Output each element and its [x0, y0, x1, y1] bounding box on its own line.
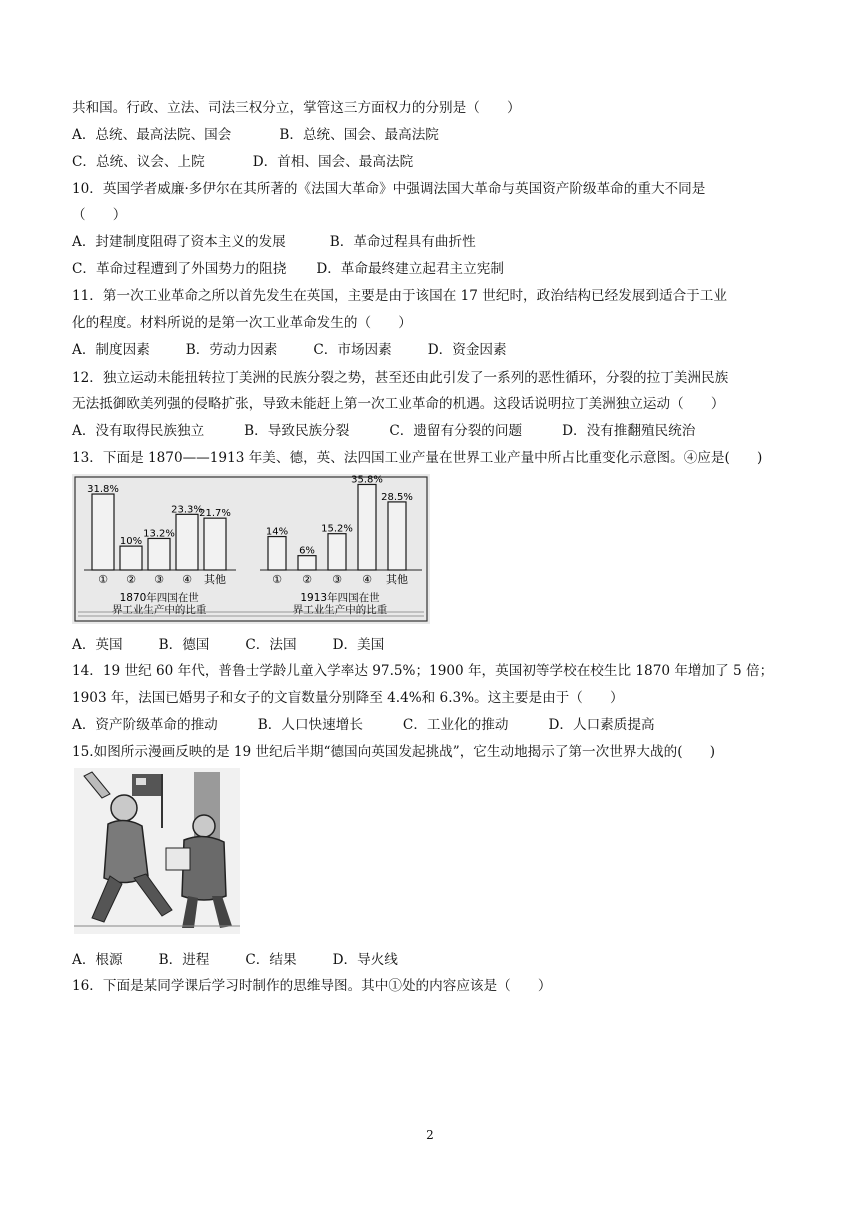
category-label: ②	[302, 573, 312, 586]
cartoon-illustration	[74, 768, 240, 934]
bar-value-label: 6%	[299, 545, 315, 557]
bar-value-label: 21.7%	[199, 508, 231, 520]
q15-option-c: C．结果	[245, 952, 297, 968]
q10-option-c: C．革命过程遭到了外国势力的阻挠	[72, 261, 287, 277]
bar	[204, 518, 226, 570]
q11-options	[72, 340, 507, 360]
q10-stem-cont: （ ）	[72, 207, 127, 223]
bar-value-label: 10%	[119, 536, 143, 548]
q14-options	[72, 715, 655, 735]
q13-option-a: A．英国	[72, 637, 123, 653]
bar-value-label: 13.2%	[143, 528, 175, 540]
q11-option-b: B．劳动力因素	[185, 342, 278, 358]
cartoon-bundle	[166, 848, 190, 870]
chart-caption: 界工业生产中的比重	[292, 604, 388, 616]
bar-value-label: 14%	[265, 526, 289, 538]
q13-options	[72, 635, 384, 655]
q11-option-a: A．制度因素	[72, 342, 150, 358]
q14-option-b: B．人口快速增长	[257, 717, 363, 733]
q9-option-a: A．总统、最高法院、国会	[72, 127, 232, 143]
q11-option-c: C．市场因素	[313, 342, 392, 358]
category-label: ③	[332, 573, 342, 586]
q9-option-b: B．总统、国会、最高法院	[279, 127, 439, 143]
bar	[298, 556, 316, 570]
bar	[388, 502, 406, 570]
bar-value-label: 35.8%	[351, 474, 383, 486]
q11-stem-cont: 化的程度。材料所说的是第一次工业革命发生的（ ）	[72, 315, 412, 331]
q10-options-row1	[72, 232, 476, 252]
q14-stem-cont: 1903 年，法国已婚男子和女子的文盲数量分别降至 4.4%和 6.3%。这主要是由于（ ）	[72, 690, 624, 706]
q10-option-a: A．封建制度阻碍了资本主义的发展	[72, 234, 286, 250]
bar	[120, 546, 142, 570]
page-number: 2	[426, 1128, 434, 1142]
q10-options-row2	[72, 259, 504, 279]
q14-option-d: D．人口素质提高	[548, 717, 655, 733]
bar	[268, 537, 286, 570]
q9-stem-cont: 共和国。行政、立法、司法三权分立，掌管这三方面权力的分别是（ ）	[72, 100, 521, 116]
bar-value-label: 23.3%	[171, 504, 203, 516]
q9-option-d: D．首相、国会、最高法院	[252, 154, 414, 170]
q12-options	[72, 421, 695, 441]
chart-1913	[260, 474, 422, 616]
q10-option-b: B．革命过程具有曲折性	[329, 234, 476, 250]
q12-stem-cont: 无法抵御欧美列强的侵略扩张，导致未能赶上第一次工业革命的机遇。这段话说明拉丁美洲独立运动（ ）	[72, 396, 725, 412]
cartoon-figure-right-head	[193, 815, 215, 837]
q15-stem: 15.如图所示漫画反映的是 19 世纪后半期“德国向英国发起挑战”，它生动地揭示了第一次世界大战的( )	[72, 744, 715, 760]
q14-option-a: A．资产阶级革命的推动	[72, 717, 218, 733]
q12-option-b: B．导致民族分裂	[244, 423, 350, 439]
bar	[148, 538, 170, 570]
q9-options-row2	[72, 152, 413, 172]
category-label: 其他	[204, 573, 226, 586]
cartoon-figure	[74, 768, 240, 934]
bar-value-label: 31.8%	[87, 484, 119, 496]
q13-option-d: D．美国	[332, 637, 385, 653]
bar-value-label: 15.2%	[321, 523, 353, 535]
industrial-share-bar-charts	[72, 474, 430, 624]
q12-option-d: D．没有推翻殖民统治	[562, 423, 696, 439]
chart-caption: 界工业生产中的比重	[111, 604, 207, 616]
q14-stem: 14．19 世纪 60 年代，普鲁士学龄儿童入学率达 97.5%；1900 年，英国初等学校在校生比 1870 年增加了 5 倍；	[72, 663, 774, 679]
bar	[176, 514, 198, 570]
bar-value-label: 28.5%	[381, 491, 413, 503]
q10-stem: 10．英国学者威廉·多伊尔在其所著的《法国大革命》中强调法国大革命与英国资产阶级革命的重大不同是	[72, 181, 706, 197]
category-label: ①	[98, 573, 108, 586]
q9-options-row1	[72, 125, 439, 145]
category-label: ①	[272, 573, 282, 586]
category-label: ④	[182, 573, 192, 586]
q13-stem: 13．下面是 1870——1913 年美、德，英、法四国工业产量在世界工业产量中所占比重变化示意图。④应是( )	[72, 450, 763, 466]
industrial-share-figure	[72, 474, 430, 624]
category-label: ③	[154, 573, 164, 586]
q10-option-d: D．革命最终建立起君主立宪制	[316, 261, 504, 277]
q9-option-c: C．总统、议会、上院	[72, 154, 205, 170]
q12-stem: 12．独立运动未能扭转拉丁美洲的民族分裂之势，甚至还由此引发了一系列的恶性循环，分裂的拉丁美洲民族	[72, 370, 729, 386]
bar	[358, 484, 376, 570]
chart-caption: 1913年四国在世	[300, 592, 380, 604]
category-label: ②	[126, 573, 136, 586]
cartoon-figure-left-body	[104, 820, 148, 882]
chart-1870	[84, 484, 236, 616]
q15-options	[72, 950, 398, 970]
bar	[92, 494, 114, 570]
cartoon-figure-left-head	[111, 795, 137, 821]
q14-option-c: C．工业化的推动	[402, 717, 509, 733]
q15-option-a: A．根源	[72, 952, 123, 968]
category-label: 其他	[386, 573, 408, 586]
q12-option-c: C．遗留有分裂的问题	[389, 423, 523, 439]
q16-stem: 16．下面是某同学课后学习时制作的思维导图。其中①处的内容应该是（ ）	[72, 978, 552, 994]
q11-option-d: D．资金因素	[427, 342, 507, 358]
q13-option-b: B．德国	[158, 637, 210, 653]
category-label: ④	[362, 573, 372, 586]
chart-caption: 1870年四国在世	[119, 592, 199, 604]
q13-option-c: C．法国	[245, 637, 297, 653]
q15-option-d: D．导火线	[332, 952, 398, 968]
q15-option-b: B．进程	[158, 952, 210, 968]
cartoon-flag-mark	[136, 778, 146, 785]
q11-stem: 11．第一次工业革命之所以首先发生在英国，主要是由于该国在 17 世纪时，政治结构已经发展到适合于工业	[72, 288, 727, 304]
bar	[328, 534, 346, 570]
q12-option-a: A．没有取得民族独立	[72, 423, 205, 439]
